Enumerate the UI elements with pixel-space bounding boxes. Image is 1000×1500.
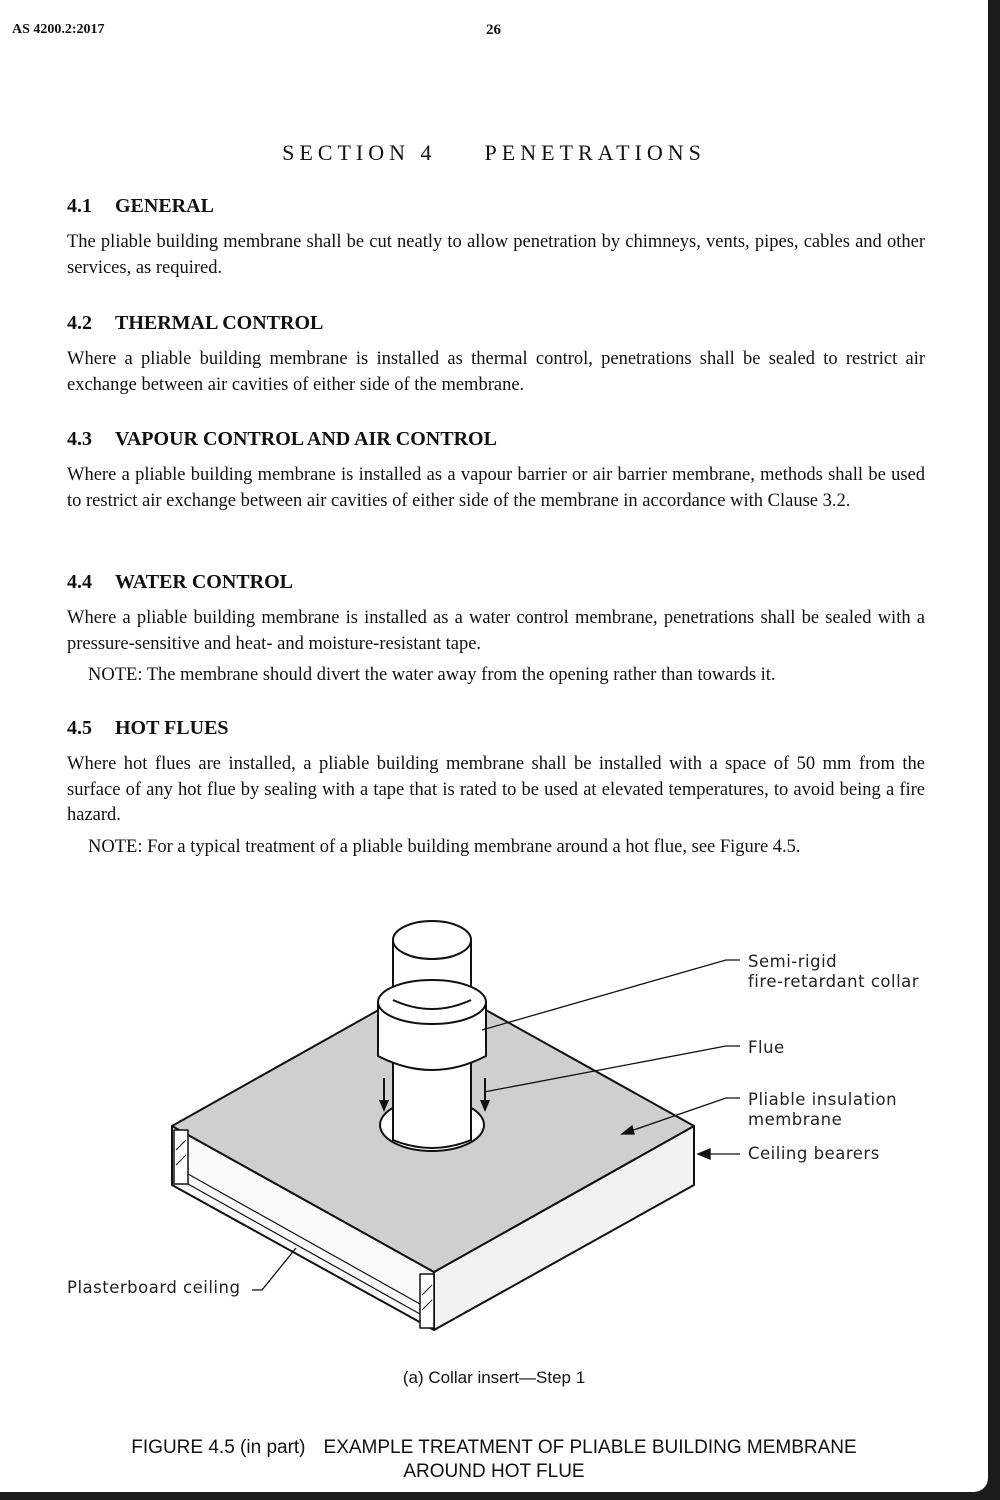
clause-number: 4.1 xyxy=(67,195,92,217)
clause-title: HOT FLUES xyxy=(115,717,229,739)
label-collar-line2: fire-retardant collar xyxy=(748,972,920,991)
collar-drawing xyxy=(378,980,486,1070)
clause-4-4 xyxy=(67,571,925,689)
clause-heading xyxy=(67,195,925,218)
label-ceiling-bearers: Ceiling bearers xyxy=(748,1144,880,1163)
page-number: 26 xyxy=(486,22,501,38)
figure-subcaption: (a) Collar insert—Step 1 xyxy=(402,1368,586,1387)
figure-caption xyxy=(0,1436,988,1484)
label-flue: Flue xyxy=(748,1038,785,1057)
clause-4-1 xyxy=(67,195,925,281)
clause-heading xyxy=(67,428,925,451)
clause-4-3 xyxy=(67,428,925,514)
clause-title: THERMAL CONTROL xyxy=(115,312,324,334)
clause-text: Where a pliable building membrane is installed as a vapour barrier or air barrier membrane, methods shall be used to restrict air exchange between air cavities of either side of the membrane in accordance with Clause 3.2. xyxy=(67,465,925,511)
standard-identifier: AS 4200.2:2017 xyxy=(12,22,105,37)
section-label: SECTION 4 xyxy=(282,140,437,165)
figure-number: FIGURE 4.5 (in part) xyxy=(131,1437,306,1458)
clause-text: Where a pliable building membrane is installed as thermal control, penetrations shall be sealed to restrict air exchange between air cavities of either side of the membrane. xyxy=(67,349,925,395)
clause-4-2 xyxy=(67,312,925,398)
hot-flue-figure xyxy=(0,900,988,1380)
label-plasterboard: Plasterboard ceiling xyxy=(67,1278,241,1297)
clause-number: 4.2 xyxy=(67,312,92,334)
figure-caption-line2: AROUND HOT FLUE xyxy=(403,1461,585,1482)
clause-text: Where a pliable building membrane is installed as a water control membrane, penetrations shall be sealed with a pressure-sensitive and heat- and moisture-resistant tape. xyxy=(67,608,925,654)
label-membrane-line2: membrane xyxy=(748,1110,843,1129)
clause-note: NOTE: For a typical treatment of a pliable building membrane around a hot flue, see Figure 4.5. xyxy=(88,836,801,857)
clause-heading xyxy=(67,571,925,594)
bearer-end-front xyxy=(420,1274,434,1328)
figure-caption-line1: EXAMPLE TREATMENT OF PLIABLE BUILDING MEMBRANE xyxy=(323,1437,857,1458)
clause-number: 4.5 xyxy=(67,717,92,739)
clause-title: GENERAL xyxy=(115,195,214,217)
label-membrane-line1: Pliable insulation xyxy=(748,1090,898,1109)
label-collar-line1: Semi-rigid xyxy=(748,952,838,971)
section-title: PENETRATIONS xyxy=(484,140,706,165)
clause-number: 4.4 xyxy=(67,571,92,593)
clause-title: VAPOUR CONTROL AND AIR CONTROL xyxy=(115,428,497,450)
clause-title: WATER CONTROL xyxy=(115,571,293,593)
clause-4-5 xyxy=(67,717,925,860)
bearer-end-left xyxy=(174,1130,188,1184)
clause-number: 4.3 xyxy=(67,428,92,450)
clause-text: The pliable building membrane shall be cut neatly to allow penetration by chimneys, vents, pipes, cables and other services, as required. xyxy=(67,232,925,278)
clause-heading xyxy=(67,717,925,740)
clause-note: NOTE: The membrane should divert the water away from the opening rather than towards it. xyxy=(88,665,776,685)
clause-heading xyxy=(67,312,925,335)
clause-text: Where hot flues are installed, a pliable building membrane shall be installed with a space of 50 mm from the surface of any hot flue by sealing with a tape that is rated to be used at elevated temperatures, to avoid being a fire hazard. xyxy=(67,754,925,825)
section-heading xyxy=(0,140,988,166)
